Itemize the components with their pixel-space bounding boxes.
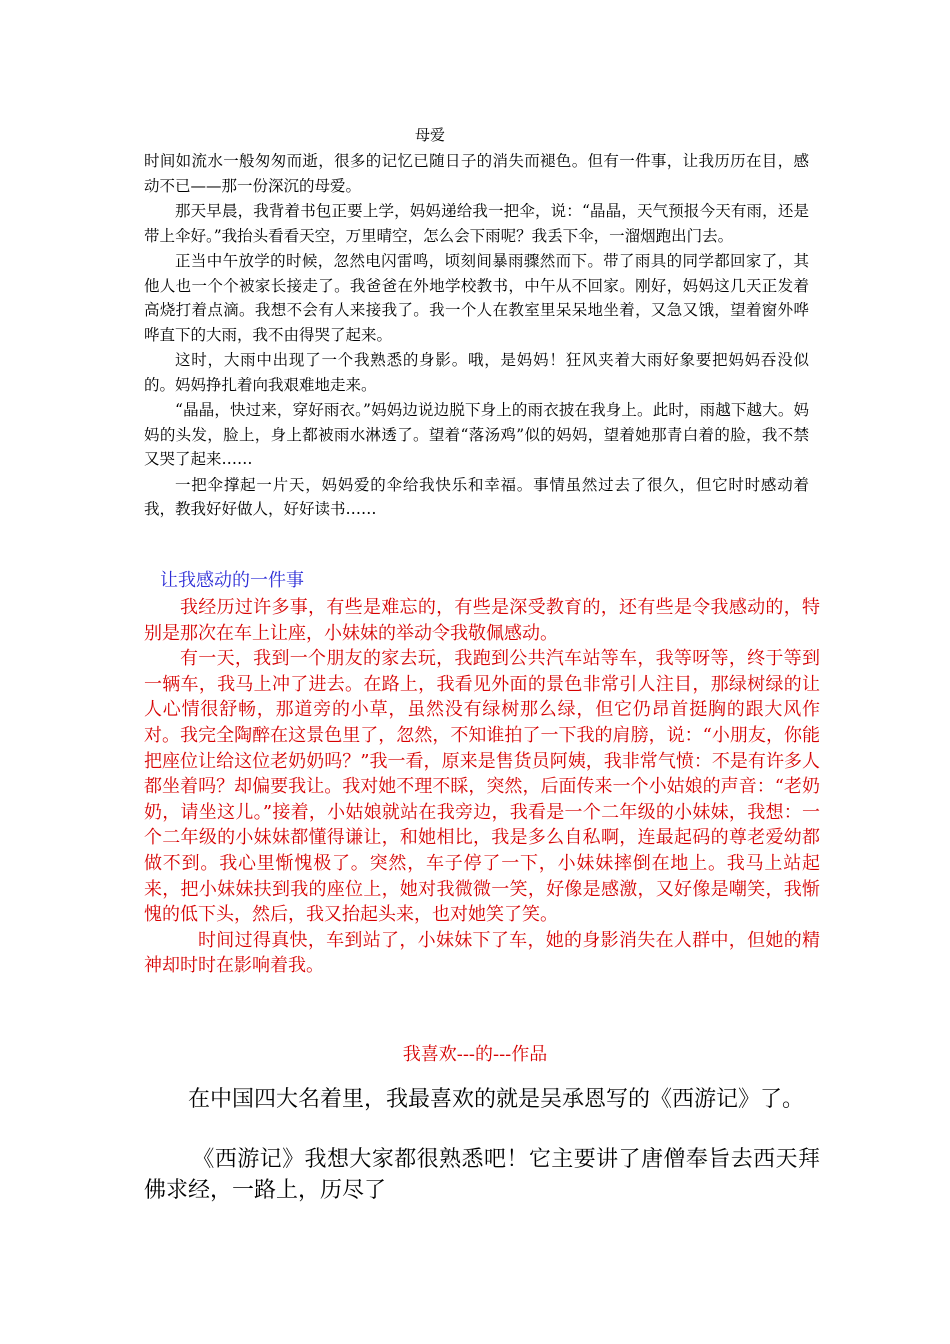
paragraph: 一把伞撑起一片天，妈妈爱的伞给我快乐和幸福。事情虽然过去了很久，但它时时感动着我，教我好好做人，好好读书…… — [144, 475, 809, 518]
paragraph: 时间如流水一般匆匆而逝，很多的记忆已随日子的消失而褪色。但有一件事，让我历历在目，感动不已——那一份深沉的母爱。 — [144, 152, 809, 195]
paragraph: 《西游记》我想大家都很熟悉吧！它主要讲了唐僧奉旨去西天拜佛求经，一路上，历尽了 — [144, 1147, 820, 1203]
paragraph: 时间过得真快，车到站了，小妹妹下了车，她的身影消失在人群中，但她的精神却时时在影响着我。 — [144, 929, 820, 977]
paragraph: 正当中午放学的时候，忽然电闪雷鸣，顷刻间暴雨骤然而下。带了雨具的同学都回家了，其他人也一个个被家长接走了。我爸爸在外地学校教书，中午从不回家。刚好，妈妈这几天正发着高烧打着点滴。我想不会有人来接我了。我一个人在教室里呆呆地坐着，又急又饿，望着窗外哗哗直下的大雨，我不由得哭了起来。 — [144, 252, 809, 344]
paragraph: 我经历过许多事，有些是难忘的，有些是深受教育的，还有些是令我感动的，特别是那次在车上让座，小妹妹的举动令我敬佩感动。 — [144, 597, 820, 644]
paragraph: “晶晶，快过来，穿好雨衣。”妈妈边说边脱下身上的雨衣披在我身上。此时，雨越下越大。妈妈的头发，脸上，身上都被雨水淋透了。望着“落汤鸡”似的妈妈，望着她那青白着的脸，我不禁又哭了起来…… — [144, 401, 809, 468]
essay-body-favorite-work — [144, 1084, 820, 1235]
paragraph: 那天早晨，我背着书包正要上学，妈妈递给我一把伞，说：“晶晶，天气预报今天有雨，还是带上伞好。”我抬头看看天空，万里晴空，怎么会下雨呢？我丢下伞，一溜烟跑出门去。 — [144, 202, 809, 245]
paragraph: 在中国四大名着里，我最喜欢的就是吴承恩写的《西游记》了。 — [188, 1087, 805, 1112]
essay-body-mother-love — [144, 149, 809, 523]
paragraph: 有一天，我到一个朋友的家去玩，我跑到公共汽车站等车，我等呀等，终于等到一辆车，我马上冲了进去。在路上，我看见外面的景色非常引人注目，那绿树绿的让人心情很舒畅，那道旁的小草，虽然没有绿树那么绿，但它仍昂首挺胸的跟大风作对。我完全陶醉在这景色里了，忽然，不知谁拍了一下我的肩膀，说：“小朋友，你能把座位让给这位老奶奶吗？”我一看，原来是售货员阿姨，我非常气愤：不是有许多人都坐着吗？却偏要我让。我对她不理不睬，突然，后面传来一个小姑娘的声音：“老奶奶，请坐这儿。”接着，小姑娘就站在我旁边，我看是一个二年级的小妹妹，我想：一个二年级的小妹妹都懂得谦让，和她相比，我是多么自私啊，连最起码的尊老爱幼都做不到。我心里惭愧极了。突然，车子停了一下，小妹妹摔倒在地上。我马上站起来，把小妹妹扶到我的座位上，她对我微微一笑，好像是感激，又好像是嘲笑，我惭愧的低下头，然后，我又抬起头来，也对她笑了笑。 — [144, 648, 820, 926]
essay-title-touching-event: 让我感动的一件事 — [160, 570, 304, 591]
essay-title-mother-love: 母爱 — [414, 126, 445, 144]
essay-body-touching-event — [144, 595, 820, 979]
essay-title-favorite-work: 我喜欢---的---作品 — [402, 1044, 548, 1065]
paragraph: 这时，大雨中出现了一个我熟悉的身影。哦，是妈妈！狂风夹着大雨好象要把妈妈吞没似的。妈妈挣扎着向我艰难地走来。 — [144, 351, 809, 394]
